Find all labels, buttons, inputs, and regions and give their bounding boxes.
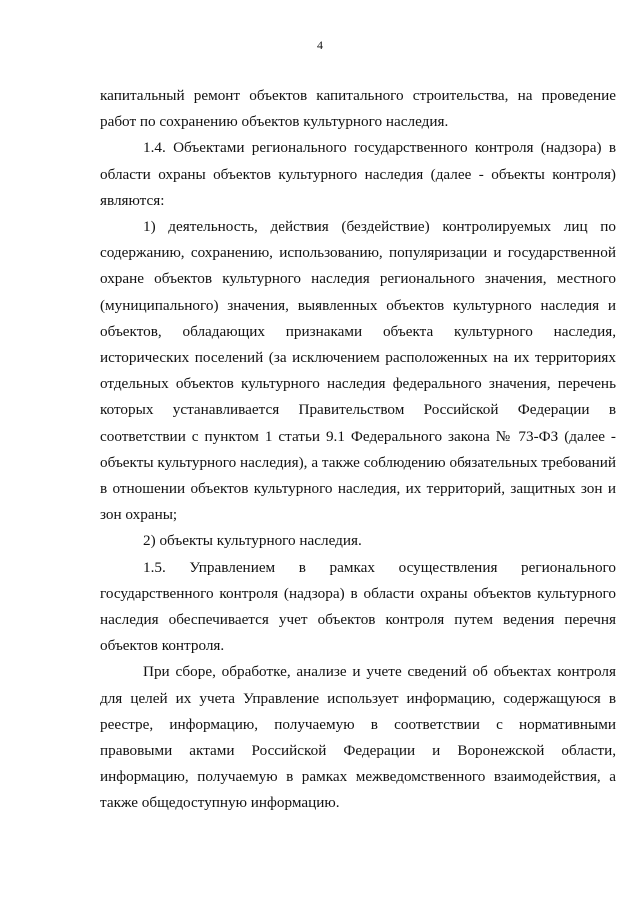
page-number: 4	[317, 38, 323, 52]
paragraph-continuation: капитальный ремонт объектов капитального строительства, на проведение работ по сохранению объектов культурного наследия.	[100, 87, 616, 131]
paragraph-1-5: 1.5. Управлением в рамках осуществления регионального государственного контроля (надзора) в области охраны объектов культурного наследия обеспечивается учет объектов контроля путем ведения перечня объектов контроля.	[100, 558, 616, 655]
document-body	[100, 83, 616, 817]
paragraph-item-1: 1) деятельность, действия (бездействие) контролируемых лиц по содержанию, сохранению, использованию, популяризации и государственной охране объектов культурного наследия регионального значения, местного (муниципального) значения, выявленных объектов культурного наследия и объектов, обладающих признаками объекта культурного наследия, исторических поселений (за исключением расположенных на их территориях отдельных объектов культурного наследия федерального значения, перечень которых устанавливается Правительством Российской Федерации в соответствии с пунктом 1 статьи 9.1 Федерального закона № 73-ФЗ (далее - объекты культурного наследия), а также соблюдению обязательных требований в отношении объектов культурного наследия, их территорий, защитных зон и зон охраны;	[100, 218, 616, 524]
paragraph-1-4: 1.4. Объектами регионального государственного контроля (надзора) в области охраны объектов культурного наследия (далее - объекты контроля) являются:	[100, 139, 616, 209]
paragraph-data-collection: При сборе, обработке, анализе и учете сведений об объектах контроля для целей их учета Управление использует информацию, содержащуюся в реестре, информацию, получаемую в соответствии с нормативными правовыми актами Российской Федерации и Воронежской области, информацию, получаемую в рамках межведомственного взаимодействия, а также общедоступную информацию.	[100, 663, 616, 812]
paragraph-item-2: 2) объекты культурного наследия.	[143, 532, 362, 550]
